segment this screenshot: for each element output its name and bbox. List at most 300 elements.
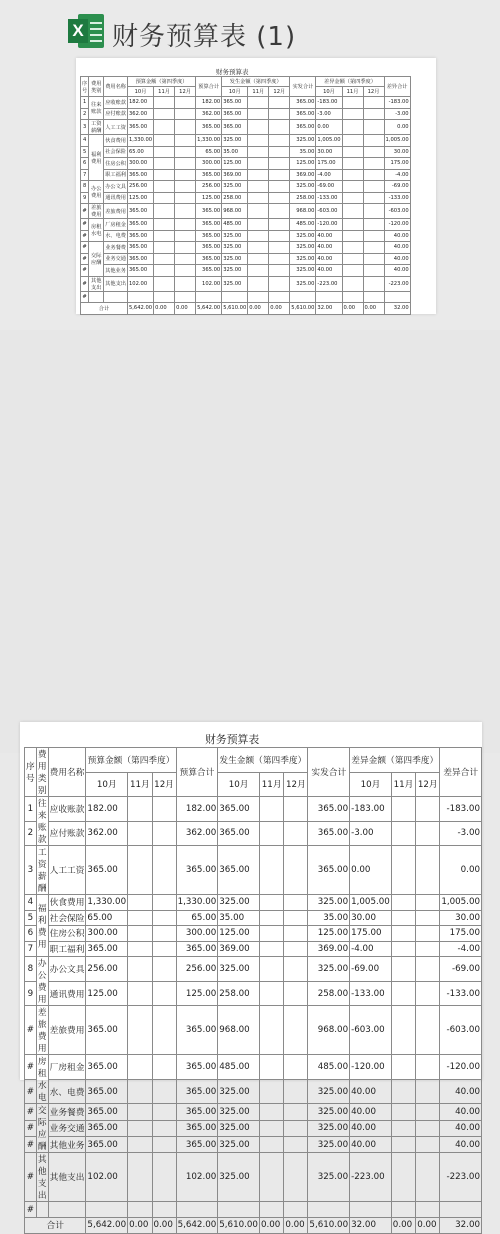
row-index: 1 [81, 97, 89, 109]
diff-cell [416, 1120, 440, 1136]
header-month: 11月 [154, 87, 175, 97]
actual-total-cell: 369.00 [290, 169, 316, 181]
budget-sum-cell: 0.00 [175, 303, 196, 315]
actual-cell: 258.00 [218, 981, 260, 1006]
header-month: 10月 [218, 772, 260, 797]
row-index: 3 [81, 120, 89, 135]
budget-sum-cell: 5,642.00 [86, 1217, 128, 1233]
actual-cell [259, 926, 283, 942]
diff-cell: -133.00 [316, 192, 342, 204]
row-index: # [25, 1079, 37, 1104]
actual-cell [259, 981, 283, 1006]
budget-cell [86, 1202, 128, 1218]
diff-cell: -69.00 [350, 957, 392, 982]
row-index: 5 [25, 910, 37, 926]
actual-cell [248, 204, 269, 219]
header-type: 费用类别 [36, 748, 48, 797]
budget-cell: 365.00 [86, 1006, 128, 1055]
budget-total-cell: 65.00 [176, 910, 218, 926]
diff-total-cell: -4.00 [384, 169, 410, 181]
diff-cell [342, 135, 363, 147]
diff-cell [391, 1153, 415, 1202]
diff-total-cell: 40.00 [384, 253, 410, 265]
row-name: 社会保险 [104, 146, 128, 158]
actual-cell: 325.00 [222, 265, 248, 277]
actual-total-cell: 365.00 [290, 120, 316, 135]
actual-total-cell: 325.00 [290, 181, 316, 193]
actual-cell [248, 219, 269, 231]
diff-cell [363, 192, 384, 204]
header-month: 10月 [86, 772, 128, 797]
diff-cell: 40.00 [350, 1137, 392, 1153]
header-month: 11月 [391, 772, 415, 797]
diff-total-cell: 175.00 [384, 158, 410, 170]
row-index: 4 [25, 895, 37, 911]
budget-total-cell: 365.00 [176, 1104, 218, 1120]
actual-cell [248, 120, 269, 135]
row-name: 厂房租金 [104, 219, 128, 231]
budget-total-cell: 365.00 [196, 253, 222, 265]
row-name: 社会保险 [48, 910, 86, 926]
budget-cell [152, 1120, 176, 1136]
header-diff-total: 差异合计 [384, 77, 410, 97]
budget-cell: 362.00 [86, 821, 128, 846]
diff-cell [391, 926, 415, 942]
budget-cell [128, 941, 152, 957]
actual-cell [269, 204, 290, 219]
row-index: # [25, 1137, 37, 1153]
budget-total-cell: 365.00 [176, 846, 218, 895]
document-title: 财务预算表 (1) [112, 22, 297, 52]
budget-cell: 365.00 [127, 204, 153, 219]
actual-cell [269, 146, 290, 158]
diff-cell: -4.00 [316, 169, 342, 181]
header-actual-group: 发生金额（第四季度） [222, 77, 290, 87]
actual-cell: 485.00 [218, 1055, 260, 1080]
budget-cell [175, 204, 196, 219]
diff-cell [416, 821, 440, 846]
budget-cell [128, 846, 152, 895]
actual-cell: 35.00 [218, 910, 260, 926]
row-category: 福利费用 [89, 135, 104, 181]
actual-cell [284, 1202, 308, 1218]
budget-cell [175, 265, 196, 277]
budget-cell [152, 895, 176, 911]
diff-cell [416, 981, 440, 1006]
diff-cell: -120.00 [350, 1055, 392, 1080]
budget-cell: 1,330.00 [127, 135, 153, 147]
diff-total-cell: 0.00 [440, 846, 482, 895]
row-name: 住房公积 [48, 926, 86, 942]
diff-total-cell: -3.00 [384, 108, 410, 120]
actual-cell [259, 1079, 283, 1104]
budget-total-cell: 182.00 [196, 97, 222, 109]
budget-total-cell: 256.00 [196, 181, 222, 193]
diff-cell [342, 242, 363, 254]
row-category: 交际应酬 [89, 242, 104, 277]
budget-cell: 125.00 [127, 192, 153, 204]
actual-cell: 258.00 [222, 192, 248, 204]
row-name: 其他支出 [104, 276, 128, 291]
diff-total-cell: -120.00 [440, 1055, 482, 1080]
diff-cell [342, 158, 363, 170]
row-index: # [81, 230, 89, 242]
budget-cell [154, 219, 175, 231]
diff-cell [342, 108, 363, 120]
diff-cell: 40.00 [350, 1120, 392, 1136]
actual-total-cell: 325.00 [308, 1120, 350, 1136]
table-row [25, 910, 482, 926]
diff-cell: -4.00 [350, 941, 392, 957]
actual-cell: 325.00 [218, 957, 260, 982]
row-name: 伙食费用 [104, 135, 128, 147]
header-month: 12月 [284, 772, 308, 797]
diff-cell: 175.00 [350, 926, 392, 942]
actual-sum-cell: 0.00 [248, 303, 269, 315]
row-index: # [25, 1202, 37, 1218]
actual-cell [248, 158, 269, 170]
sheet-preview-large [20, 722, 482, 1232]
diff-cell [342, 181, 363, 193]
row-category [89, 291, 104, 303]
row-category: 房租水电 [36, 1055, 48, 1104]
row-name: 业务餐费 [48, 1104, 86, 1120]
diff-cell [391, 1137, 415, 1153]
row-index: # [81, 265, 89, 277]
row-index: # [81, 242, 89, 254]
row-name: 厂房租金 [48, 1055, 86, 1080]
actual-sum-cell: 5,610.00 [222, 303, 248, 315]
actual-total-cell: 365.00 [308, 821, 350, 846]
table-row [25, 1202, 482, 1218]
row-category: 其他支出 [36, 1153, 48, 1202]
diff-cell [363, 120, 384, 135]
diff-cell [363, 276, 384, 291]
actual-total-cell: 365.00 [308, 846, 350, 895]
row-name: 通讯费用 [104, 192, 128, 204]
actual-cell: 325.00 [218, 895, 260, 911]
diff-cell [363, 181, 384, 193]
budget-cell: 256.00 [86, 957, 128, 982]
diff-cell: 0.00 [316, 120, 342, 135]
row-index: 7 [25, 941, 37, 957]
budget-cell [154, 120, 175, 135]
actual-total-cell [308, 1202, 350, 1218]
row-category: 福利费用 [36, 895, 48, 957]
row-index: 3 [25, 846, 37, 895]
diff-cell: 40.00 [316, 265, 342, 277]
header-diff-group: 差异金额（第四季度） [316, 77, 384, 87]
row-index: 1 [25, 797, 37, 822]
excel-icon: X [68, 14, 104, 48]
actual-cell [284, 926, 308, 942]
budget-total-cell: 365.00 [176, 1120, 218, 1136]
actual-cell [284, 1104, 308, 1120]
row-name: 职工福利 [48, 941, 86, 957]
diff-cell [391, 797, 415, 822]
diff-cell [416, 1202, 440, 1218]
budget-cell [152, 981, 176, 1006]
actual-total-cell: 325.00 [308, 957, 350, 982]
actual-total-cell: 125.00 [290, 158, 316, 170]
diff-cell: 30.00 [316, 146, 342, 158]
header-budget-total: 预算合计 [196, 77, 222, 97]
row-index: 8 [81, 181, 89, 193]
actual-cell [259, 1104, 283, 1120]
diff-cell [391, 1006, 415, 1055]
budget-cell [128, 797, 152, 822]
actual-cell [284, 797, 308, 822]
row-index: 9 [25, 981, 37, 1006]
actual-cell [248, 276, 269, 291]
budget-total-cell: 65.00 [196, 146, 222, 158]
actual-total-cell: 325.00 [290, 265, 316, 277]
actual-cell [259, 1006, 283, 1055]
actual-cell [248, 230, 269, 242]
actual-cell: 325.00 [222, 253, 248, 265]
row-name: 业务交通 [48, 1120, 86, 1136]
diff-total-cell: -183.00 [440, 797, 482, 822]
actual-cell [259, 821, 283, 846]
budget-cell: 362.00 [127, 108, 153, 120]
row-index: 5 [81, 146, 89, 158]
budget-total-cell: 365.00 [196, 230, 222, 242]
actual-cell [269, 169, 290, 181]
budget-cell [154, 135, 175, 147]
actual-cell [259, 957, 283, 982]
diff-cell [363, 230, 384, 242]
table-row [81, 192, 411, 204]
row-index: 9 [81, 192, 89, 204]
budget-cell [152, 1104, 176, 1120]
diff-cell [391, 1120, 415, 1136]
diff-cell: 40.00 [316, 242, 342, 254]
actual-cell: 325.00 [222, 242, 248, 254]
actual-cell [248, 242, 269, 254]
budget-cell [152, 926, 176, 942]
budget-cell: 300.00 [127, 158, 153, 170]
budget-total-cell: 102.00 [176, 1153, 218, 1202]
diff-cell: -3.00 [316, 108, 342, 120]
diff-cell: -120.00 [316, 219, 342, 231]
preview-bottom [0, 330, 500, 1232]
actual-cell [269, 291, 290, 303]
row-category: 工资薪酬 [36, 846, 48, 895]
budget-cell: 182.00 [127, 97, 153, 109]
actual-total-cell: 485.00 [290, 219, 316, 231]
budget-cell [175, 169, 196, 181]
header-month: 10月 [127, 87, 153, 97]
diff-total-cell: 40.00 [384, 230, 410, 242]
budget-cell [175, 135, 196, 147]
diff-cell [391, 1202, 415, 1218]
table-row [25, 1104, 482, 1120]
budget-cell [128, 1006, 152, 1055]
actual-cell: 325.00 [222, 181, 248, 193]
budget-table [24, 730, 482, 1234]
row-index: # [25, 1104, 37, 1120]
table-row [81, 230, 411, 242]
actual-cell [284, 1153, 308, 1202]
actual-cell: 365.00 [222, 97, 248, 109]
actual-total-sum: 5,610.00 [308, 1217, 350, 1233]
budget-cell: 1,330.00 [86, 895, 128, 911]
diff-cell [416, 957, 440, 982]
header-month: 11月 [342, 87, 363, 97]
budget-total-cell: 365.00 [176, 1055, 218, 1080]
diff-cell [363, 253, 384, 265]
budget-cell [154, 230, 175, 242]
budget-cell [128, 981, 152, 1006]
budget-cell [154, 204, 175, 219]
row-name: 人工工资 [48, 846, 86, 895]
diff-cell: 0.00 [350, 846, 392, 895]
actual-total-cell: 325.00 [308, 1079, 350, 1104]
diff-sum-cell: 32.00 [350, 1217, 392, 1233]
sheet-title: 财务预算表 [216, 67, 249, 76]
sheet-preview-small [76, 58, 436, 314]
diff-total-cell: -69.00 [384, 181, 410, 193]
diff-total-cell: -183.00 [384, 97, 410, 109]
actual-cell [284, 821, 308, 846]
diff-total-cell: 1,005.00 [384, 135, 410, 147]
header-type: 费用类别 [89, 77, 104, 97]
budget-total-cell: 365.00 [196, 219, 222, 231]
diff-total-cell: 40.00 [384, 265, 410, 277]
actual-cell [269, 230, 290, 242]
actual-cell: 35.00 [222, 146, 248, 158]
row-name [104, 291, 128, 303]
row-name: 水、电费 [104, 230, 128, 242]
table-row [81, 253, 411, 265]
budget-total-cell [196, 291, 222, 303]
diff-cell [342, 192, 363, 204]
actual-cell [269, 108, 290, 120]
actual-cell [269, 242, 290, 254]
budget-total-cell: 365.00 [196, 265, 222, 277]
diff-cell [363, 108, 384, 120]
budget-cell [154, 253, 175, 265]
actual-cell: 365.00 [222, 120, 248, 135]
actual-cell: 325.00 [222, 276, 248, 291]
budget-cell [128, 895, 152, 911]
budget-cell [128, 1104, 152, 1120]
header-month: 11月 [248, 87, 269, 97]
table-row [81, 135, 411, 147]
budget-total-cell: 125.00 [196, 192, 222, 204]
table-row [81, 291, 411, 303]
diff-cell [363, 204, 384, 219]
diff-sum-cell: 0.00 [363, 303, 384, 315]
table-row [81, 146, 411, 158]
budget-cell [154, 108, 175, 120]
actual-cell [248, 146, 269, 158]
row-name: 差旅费用 [48, 1006, 86, 1055]
row-name: 住房公积 [104, 158, 128, 170]
budget-cell [154, 181, 175, 193]
row-name: 通讯费用 [48, 981, 86, 1006]
budget-cell: 365.00 [127, 230, 153, 242]
actual-cell [269, 158, 290, 170]
sheet-title: 财务预算表 [204, 732, 260, 746]
table-row [25, 981, 482, 1006]
budget-cell [154, 146, 175, 158]
table-row [81, 204, 411, 219]
diff-cell [342, 253, 363, 265]
diff-cell [391, 1055, 415, 1080]
actual-cell [269, 276, 290, 291]
row-category: 差旅费用 [89, 204, 104, 219]
actual-cell [269, 265, 290, 277]
diff-cell: 175.00 [316, 158, 342, 170]
actual-cell [269, 219, 290, 231]
budget-cell [175, 108, 196, 120]
diff-cell [342, 97, 363, 109]
actual-cell [248, 253, 269, 265]
budget-cell [128, 1202, 152, 1218]
table-row [25, 846, 482, 895]
actual-total-cell: 325.00 [308, 1104, 350, 1120]
diff-cell [391, 1104, 415, 1120]
budget-cell [175, 276, 196, 291]
header-month: 10月 [350, 772, 392, 797]
budget-cell: 365.00 [86, 941, 128, 957]
diff-cell [363, 219, 384, 231]
diff-cell [342, 219, 363, 231]
budget-cell [152, 1137, 176, 1153]
budget-total-cell: 365.00 [176, 1137, 218, 1153]
diff-cell [363, 169, 384, 181]
row-category: 交际应酬 [36, 1104, 48, 1153]
header-actual-total: 实发合计 [290, 77, 316, 97]
actual-total-cell: 325.00 [290, 253, 316, 265]
header-month: 10月 [316, 87, 342, 97]
diff-cell [391, 846, 415, 895]
diff-cell [391, 981, 415, 1006]
actual-cell [269, 135, 290, 147]
diff-total-cell: -223.00 [440, 1153, 482, 1202]
table-row [25, 957, 482, 982]
budget-cell: 182.00 [86, 797, 128, 822]
header-month: 12月 [152, 772, 176, 797]
table-row [25, 1079, 482, 1104]
budget-cell [152, 821, 176, 846]
table-row [25, 941, 482, 957]
row-index: # [25, 1055, 37, 1080]
diff-total-cell: -3.00 [440, 821, 482, 846]
actual-cell: 365.00 [222, 108, 248, 120]
actual-cell [284, 957, 308, 982]
budget-cell [127, 291, 153, 303]
budget-total-cell: 1,330.00 [196, 135, 222, 147]
row-name: 其他支出 [48, 1153, 86, 1202]
header-actual-group: 发生金额（第四季度） [218, 748, 308, 773]
diff-cell [391, 895, 415, 911]
budget-cell [175, 120, 196, 135]
header-index: 序号 [25, 748, 37, 797]
actual-total-cell: 365.00 [290, 108, 316, 120]
budget-total-cell: 365.00 [176, 941, 218, 957]
row-category: 办公费用 [36, 957, 48, 1006]
budget-cell [175, 146, 196, 158]
budget-cell [175, 219, 196, 231]
row-name: 业务交通 [104, 253, 128, 265]
budget-cell [152, 797, 176, 822]
header-month: 12月 [416, 772, 440, 797]
row-index: 6 [25, 926, 37, 942]
budget-total-cell: 365.00 [196, 242, 222, 254]
budget-total-cell: 362.00 [176, 821, 218, 846]
